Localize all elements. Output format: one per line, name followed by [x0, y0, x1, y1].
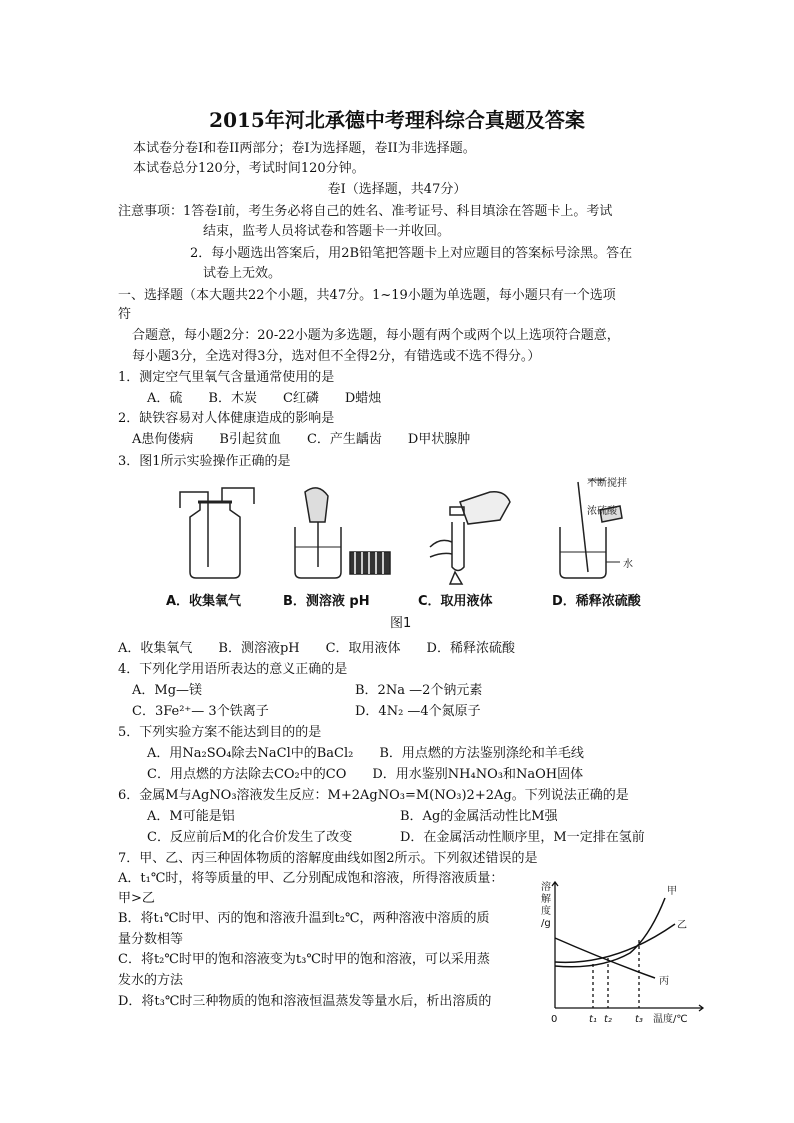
tick-t3: t₃	[635, 1014, 643, 1025]
q6-stem: 6．金属M与AgNO₃溶液发生反应：M+2AgNO₃=M(NO₃)2+2Ag。下列说法正确的是	[118, 788, 629, 803]
tick-t1: t₁	[589, 1014, 597, 1025]
instructions-line-3: 合题意，每小题2分：20-22小题为多选题，每小题有两个或两个以上选项符合题意，	[132, 328, 620, 343]
q6-option-d: D．在金属活动性顺序里，M一定排在氢前	[400, 830, 645, 845]
q2-stem: 2．缺铁容易对人体健康造成的影响是	[118, 411, 335, 426]
series-label-jia: 甲	[667, 886, 677, 897]
q5-stem: 5．下列实验方案不能达到目的的是	[118, 725, 322, 740]
q7-line-a2: 甲>乙	[118, 891, 155, 906]
figure-1-label-b: B．测溶液 pH	[283, 594, 370, 609]
q7-line-a1: A．t₁℃时，将等质量的甲、乙分别配成饱和溶液，所得溶液质量：	[118, 871, 504, 886]
instructions-line-4: 每小题3分，全选对得3分，选对但不全得2分，有错选或不选不得分。）	[132, 349, 541, 364]
tick-t2: t₂	[604, 1014, 612, 1025]
intro-line-1: 本试卷分卷Ⅰ和卷II两部分；卷Ⅰ为选择题，卷II为非选择题。	[133, 141, 476, 156]
x-axis-label: 温度/℃	[653, 1014, 688, 1025]
page-title: 2015年河北承德中考理科综合真题及答案	[209, 108, 585, 132]
q7-line-d1: D．将t₃℃时三种物质的饱和溶液恒温蒸发等量水后，析出溶质的	[118, 994, 492, 1009]
section-header: 卷Ⅰ（选择题，共47分）	[327, 182, 467, 197]
q5-options-cd: C．用点燃的方法除去CO₂中的CO D．用水鉴别NH₄NO₃和NaOH固体	[147, 767, 584, 782]
figure-1-label-d: D．稀释浓硫酸	[552, 594, 641, 609]
q1-options: A．硫 B．木炭 C红磷 D蜡烛	[147, 391, 382, 406]
gas-bottle-illustration	[180, 488, 254, 578]
figure-1-caption: 图1	[390, 616, 412, 631]
figure-1-label-c: C．取用液体	[418, 594, 493, 609]
dilute-acid-illustration	[560, 480, 622, 578]
notes-line-4: 试卷上无效。	[203, 266, 282, 281]
q3-options: A．收集氧气 B．测溶液pH C．取用液体 D．稀释浓硫酸	[118, 641, 515, 656]
q7-line-b1: B．将t₁℃时甲、丙的饱和溶液升温到t₂℃，两种溶液中溶质的质	[118, 911, 490, 926]
ph-test-illustration	[295, 488, 390, 578]
q1-stem: 1．测定空气里氧气含量通常使用的是	[118, 370, 335, 385]
q3-stem: 3．图1所示实验操作正确的是	[118, 454, 291, 469]
y-label-1: 溶	[541, 882, 551, 893]
notes-line-3: 2．每小题选出答案后，用2B铅笔把答题卡上对应题目的答案标号涂黑。答在	[190, 246, 633, 261]
y-label-4: /g	[541, 918, 551, 929]
figure-2	[535, 878, 705, 1028]
intro-line-2: 本试卷总分120分，考试时间120分钟。	[133, 161, 365, 176]
annotation-stirring: 不断搅拌	[587, 478, 627, 489]
figure-1-drawings	[150, 472, 670, 592]
q6-option-a: A．M可能是铝	[147, 809, 235, 824]
instructions-line-1: 一、选择题（本大题共22个小题，共47分。1~19小题为单选题，每小题只有一个选项	[118, 288, 616, 303]
q5-options-ab: A．用Na₂SO₄除去NaCl中的BaCl₂ B．用点燃的方法鉴别涤纶和羊毛线	[147, 746, 584, 761]
annotation-water: 水	[623, 559, 633, 570]
curve-yi	[555, 924, 675, 962]
q4-option-b: B．2Na —2个钠元素	[355, 683, 483, 698]
annotation-acid: 浓硫酸	[587, 506, 617, 517]
q7-stem: 7．甲、乙、丙三种固体物质的溶解度曲线如图2所示。下列叙述错误的是	[118, 851, 538, 866]
q7-line-c2: 发水的方法	[118, 973, 184, 988]
series-label-bing: 丙	[659, 976, 669, 987]
notes-line-1: 注意事项：1答卷Ⅰ前，考生务必将自己的姓名、准考证号、科目填涂在答题卡上。考试	[118, 204, 613, 219]
q4-option-d: D．4N₂ —4个氮原子	[355, 704, 481, 719]
figure-1-label-a: A．收集氧气	[166, 594, 242, 609]
series-label-yi: 乙	[677, 920, 687, 931]
q6-option-c: C．反应前后M的化合价发生了改变	[147, 830, 353, 845]
y-label-2: 解	[541, 894, 551, 905]
figure-1	[150, 472, 670, 632]
q7-line-b2: 量分数相等	[118, 932, 184, 947]
q7-line-c1: C．将t₂℃时甲的饱和溶液变为t₃℃时甲的饱和溶液，可以采用蒸	[118, 952, 490, 967]
q2-options: A患佝偻病 B引起贫血 C．产生龋齿 D甲状腺肿	[132, 432, 471, 447]
solubility-chart	[535, 878, 705, 1028]
y-label-3: 度	[541, 906, 551, 917]
origin-label: 0	[551, 1014, 558, 1025]
q4-option-c: C．3Fe²⁺— 3个铁离子	[132, 704, 269, 719]
pour-liquid-illustration	[430, 492, 510, 584]
q4-option-a: A．Mg—镁	[132, 683, 203, 698]
q4-stem: 4．下列化学用语所表达的意义正确的是	[118, 662, 348, 677]
instructions-line-2: 符	[118, 307, 132, 322]
notes-line-2: 结束，监考人员将试卷和答题卡一并收回。	[203, 224, 451, 239]
q6-option-b: B．Ag的金属活动性比M强	[400, 809, 558, 824]
